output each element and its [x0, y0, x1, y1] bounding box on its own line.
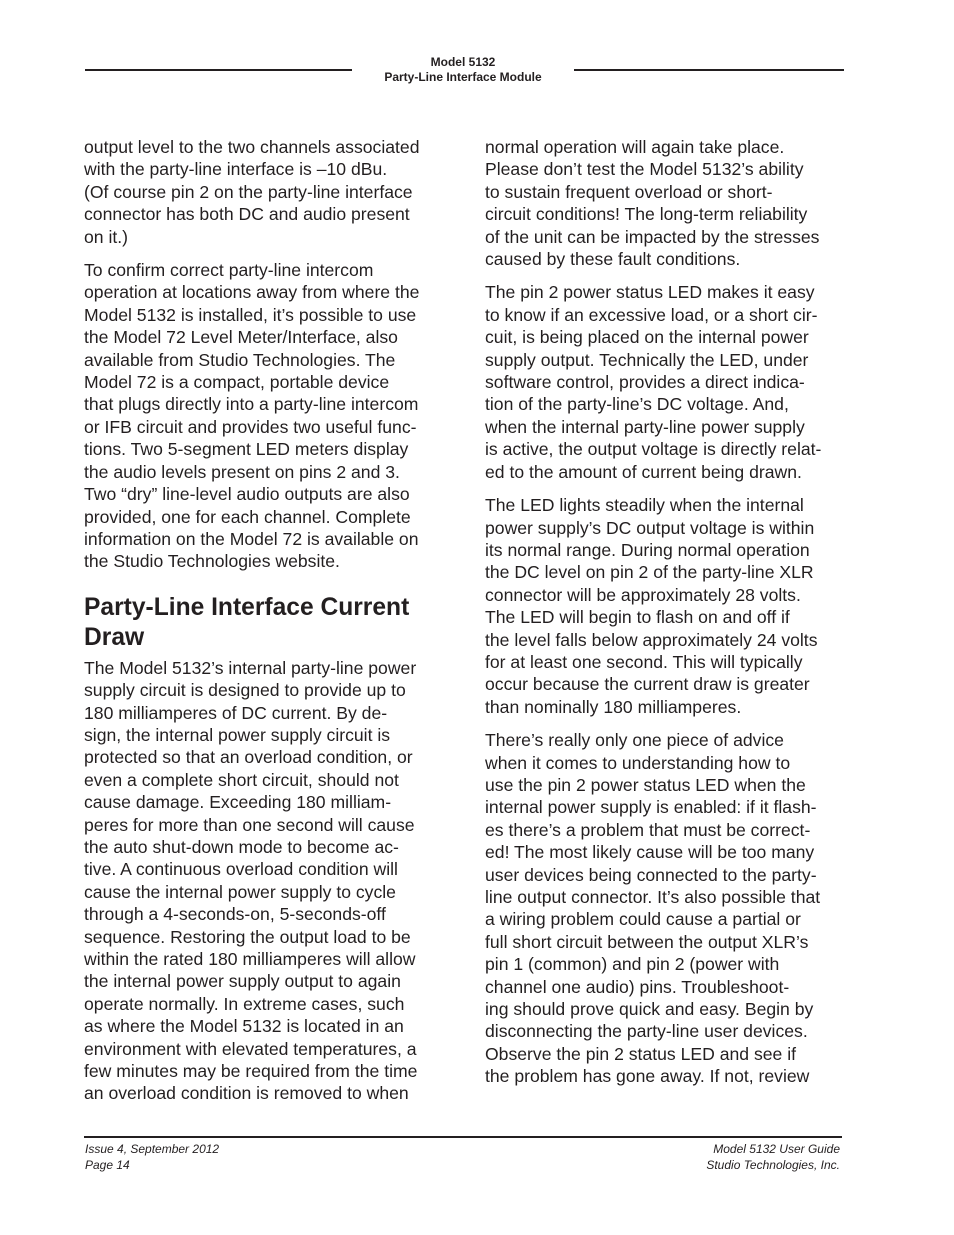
- text-line: the Model 72 Level Meter/Interface, also: [84, 327, 398, 348]
- text-line: information on the Model 72 is available on: [84, 528, 419, 549]
- text-line: The LED lights steadily when the internal: [485, 495, 804, 516]
- text-line: connector will be approximately 28 volts.: [485, 584, 801, 605]
- text-line: ing should prove quick and easy. Begin by: [485, 999, 814, 1020]
- text-line: when the internal party-line power supply: [485, 416, 805, 437]
- text-line: through a 4-seconds-on, 5-seconds-off: [84, 904, 386, 925]
- text-line: when it comes to understanding how to: [485, 752, 791, 773]
- text-line: Please don’t test the Model 5132’s ability: [485, 159, 804, 180]
- text-line: Model 72 is a compact, portable device: [84, 372, 390, 393]
- text-line: supply output. Technically the LED, under: [485, 349, 809, 370]
- text-line: the problem has gone away. If not, review: [485, 1066, 810, 1087]
- text-line: environment with elevated temperatures, a: [84, 1038, 417, 1059]
- text-line: internal power supply is enabled: if it flash-: [485, 797, 817, 818]
- text-line: tions. Two 5-segment LED meters display: [84, 439, 409, 460]
- text-line: (Of course pin 2 on the party-line interface: [84, 181, 413, 202]
- text-line: user devices being connected to the party-: [485, 864, 817, 885]
- left-paragraph-2: [84, 259, 444, 573]
- text-line: cause damage. Exceeding 180 milliam-: [84, 792, 392, 813]
- text-line: for at least one second. This will typically: [485, 651, 803, 672]
- text-line: channel one audio) pins. Troubleshoot-: [485, 976, 790, 997]
- text-line: as where the Model 5132 is located in an: [84, 1016, 404, 1037]
- header-subtitle: Party-Line Interface Module: [384, 70, 542, 84]
- text-line: sign, the internal power supply circuit is: [84, 724, 391, 745]
- text-line: than nominally 180 milliamperes.: [485, 696, 742, 717]
- text-line: es there’s a problem that must be correct-: [485, 819, 811, 840]
- text-line: tion of the party-line’s DC voltage. And,: [485, 394, 789, 415]
- section-heading: [84, 593, 444, 653]
- text-line: protected so that an overload condition, or: [84, 747, 413, 768]
- text-line: with the party-line interface is –10 dBu.: [84, 159, 388, 180]
- left-column: [84, 136, 444, 1116]
- text-line: The Model 5132’s internal party-line power: [84, 657, 417, 678]
- text-line: tive. A continuous overload condition will: [84, 859, 398, 880]
- text-line: even a complete short circuit, should not: [84, 769, 399, 790]
- right-paragraph-1: [485, 136, 847, 270]
- text-line: Party-Line Interface Current: [84, 593, 410, 621]
- text-line: sequence. Restoring the output load to be: [84, 926, 411, 947]
- text-line: the DC level on pin 2 of the party-line XLR: [485, 562, 814, 583]
- text-line: within the rated 180 milliamperes will allow: [84, 949, 416, 969]
- text-line: normal operation will again take place.: [485, 137, 785, 157]
- text-line: operation at locations away from where the: [84, 282, 420, 303]
- text-line: peres for more than one second will cause: [84, 814, 415, 835]
- text-line: an overload condition is removed to when: [84, 1083, 409, 1104]
- text-line: the auto shut-down mode to become ac-: [84, 836, 399, 857]
- text-line: software control, provides a direct indica-: [485, 372, 805, 393]
- footer-rule: [84, 1136, 842, 1138]
- text-line: line output connector. It’s also possible that: [485, 887, 821, 907]
- right-paragraph-4: [485, 729, 847, 1088]
- text-line: 180 milliamperes of DC current. By de-: [84, 702, 388, 723]
- text-line: the audio levels present on pins 2 and 3.: [84, 461, 400, 482]
- text-line: operate normally. In extreme cases, such: [84, 993, 405, 1014]
- right-paragraph-2: [485, 281, 847, 483]
- text-line: that plugs directly into a party-line intercom: [84, 394, 419, 415]
- text-line: full short circuit between the output XLR’s: [485, 931, 809, 952]
- footer-left: [85, 1142, 219, 1173]
- text-line: the level falls below approximately 24 volts: [485, 629, 818, 650]
- text-line: to know if an excessive load, or a short cir-: [485, 304, 818, 325]
- text-line: occur because the current draw is greater: [485, 674, 810, 695]
- text-line: the Studio Technologies website.: [84, 551, 340, 572]
- text-line: power supply’s DC output voltage is within: [485, 517, 815, 538]
- text-line: the internal power supply output to again: [84, 971, 401, 992]
- text-line: on it.): [84, 226, 129, 247]
- text-line: a wiring problem could cause a partial or: [485, 909, 801, 930]
- left-paragraph-3: [84, 657, 444, 1105]
- text-line: There’s really only one piece of advice: [485, 730, 784, 751]
- text-line: is active, the output voltage is directly relat-: [485, 439, 822, 460]
- text-line: circuit conditions! The long-term reliability: [485, 204, 808, 225]
- header-rule-left: [85, 69, 352, 71]
- page-header: [352, 55, 574, 85]
- text-line: cuit, is being placed on the internal power: [485, 327, 809, 348]
- text-line: disconnecting the party-line user devices.: [485, 1021, 808, 1042]
- text-line: to sustain frequent overload or short-: [485, 181, 773, 202]
- text-line: Two “dry” line-level audio outputs are also: [84, 484, 410, 505]
- footer-guide-title: Model 5132 User Guide: [713, 1142, 840, 1156]
- text-line: To confirm correct party-line intercom: [84, 260, 374, 281]
- text-line: supply circuit is designed to provide up to: [84, 680, 406, 701]
- text-line: ed! The most likely cause will be too many: [485, 842, 815, 863]
- text-line: pin 1 (common) and pin 2 (power with: [485, 954, 780, 975]
- text-line: its normal range. During normal operation: [485, 539, 810, 560]
- text-line: The pin 2 power status LED makes it easy: [485, 282, 815, 303]
- footer-issue: Issue 4, September 2012: [85, 1142, 220, 1156]
- text-line: use the pin 2 power status LED when the: [485, 774, 806, 795]
- text-line: Model 5132 is installed, it’s possible to use: [84, 304, 417, 325]
- text-line: connector has both DC and audio present: [84, 204, 410, 225]
- text-line: caused by these fault conditions.: [485, 249, 741, 270]
- header-model: Model 5132: [430, 55, 496, 69]
- text-line: Draw: [84, 623, 145, 651]
- text-line: provided, one for each channel. Complete: [84, 506, 411, 527]
- text-line: few minutes may be required from the time: [84, 1061, 418, 1082]
- left-paragraph-1: [84, 136, 444, 248]
- text-line: available from Studio Technologies. The: [84, 349, 396, 370]
- text-line: or IFB circuit and provides two useful func-: [84, 416, 417, 437]
- text-line: of the unit can be impacted by the stresses: [485, 226, 820, 247]
- text-line: output level to the two channels associated: [84, 137, 420, 157]
- text-line: Observe the pin 2 status LED and see if: [485, 1043, 797, 1064]
- header-rule-right: [574, 69, 844, 71]
- text-line: The LED will begin to flash on and off if: [485, 607, 790, 628]
- right-column: [485, 136, 847, 1099]
- text-line: cause the internal power supply to cycle: [84, 881, 396, 902]
- right-paragraph-3: [485, 494, 847, 718]
- footer-right: [706, 1142, 840, 1173]
- footer-page-number: Page 14: [85, 1157, 130, 1172]
- text-line: ed to the amount of current being drawn.: [485, 461, 802, 482]
- footer-company: Studio Technologies, Inc.: [706, 1157, 840, 1172]
